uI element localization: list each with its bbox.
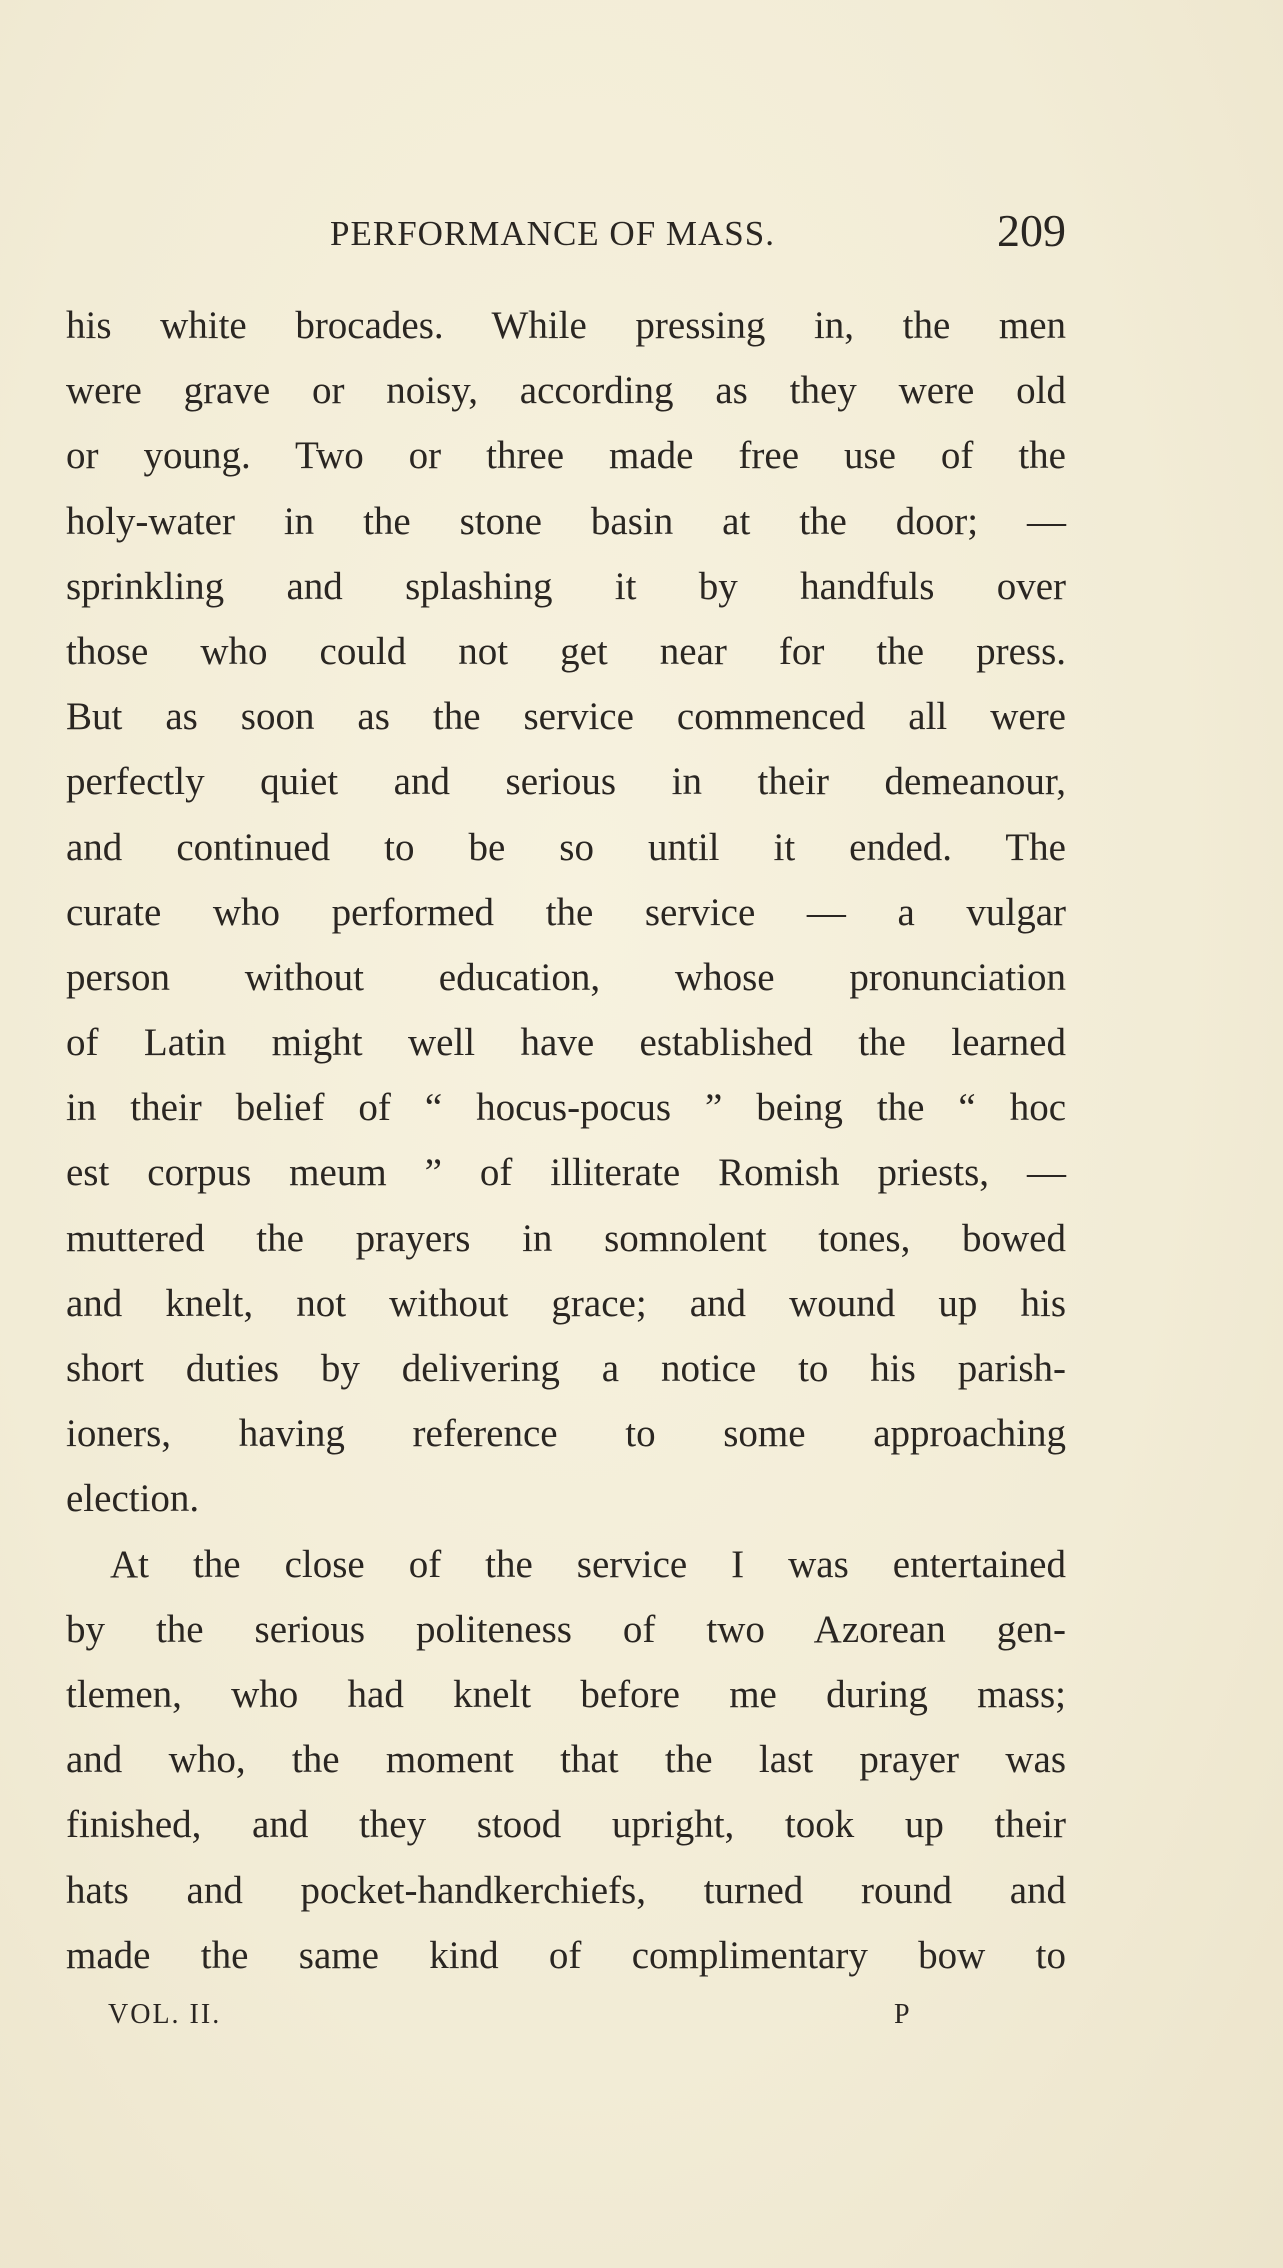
running-head	[66, 205, 1066, 270]
text-line: perfectly quiet and serious in their demeanour,	[66, 760, 1066, 804]
volume-mark: VOL. II.	[108, 1999, 222, 2030]
text-line: finished, and they stood upright, took up their	[66, 1803, 1066, 1847]
text-line: and knelt, not without grace; and wound up his	[66, 1281, 1066, 1325]
text-line: and continued to be so until it ended. The	[66, 825, 1066, 869]
signature-mark: P	[894, 1999, 910, 2030]
text-line: person without education, whose pronunciation	[66, 955, 1066, 999]
text-line: were grave or noisy, according as they were old	[66, 369, 1066, 413]
text-line: short duties by delivering a notice to his parish-	[66, 1347, 1066, 1390]
text-line: or young. Two or three made free use of the	[66, 434, 1066, 478]
text-line: But as soon as the service commenced all were	[66, 695, 1066, 739]
body-text	[66, 293, 1066, 1988]
page-footer	[108, 1999, 928, 2049]
text-line: those who could not get near for the press.	[66, 629, 1066, 673]
text-line: in their belief of “ hocus-pocus ” being the “ hoc	[66, 1086, 1066, 1130]
text-line: ioners, having reference to some approaching	[66, 1412, 1066, 1456]
text-line: holy-water in the stone basin at the door; —	[66, 499, 1066, 543]
text-line: sprinkling and splashing it by handfuls over	[66, 564, 1066, 608]
running-title: PERFORMANCE OF MASS.	[330, 214, 775, 253]
text-line: tlemen, who had knelt before me during mass;	[66, 1672, 1066, 1716]
text-line: of Latin might well have established the learned	[66, 1021, 1066, 1065]
text-line: election.	[66, 1477, 200, 1521]
text-line: At the close of the service I was entertained	[110, 1542, 1066, 1586]
paragraph-2	[66, 1532, 1066, 1988]
text-line: and who, the moment that the last prayer was	[66, 1738, 1066, 1782]
page-number: 209	[997, 205, 1066, 256]
paragraph-1	[66, 293, 1066, 1532]
text-line: curate who performed the service — a vulgar	[66, 890, 1066, 934]
text-line: est corpus meum ” of illiterate Romish priests, —	[66, 1151, 1066, 1195]
text-line: muttered the prayers in somnolent tones, bowed	[66, 1216, 1066, 1260]
text-line: made the same kind of complimentary bow to	[66, 1933, 1066, 1977]
text-line: his white brocades. While pressing in, the men	[66, 304, 1066, 347]
text-line: hats and pocket-handkerchiefs, turned round and	[66, 1868, 1066, 1912]
text-line: by the serious politeness of two Azorean gen-	[66, 1607, 1066, 1651]
